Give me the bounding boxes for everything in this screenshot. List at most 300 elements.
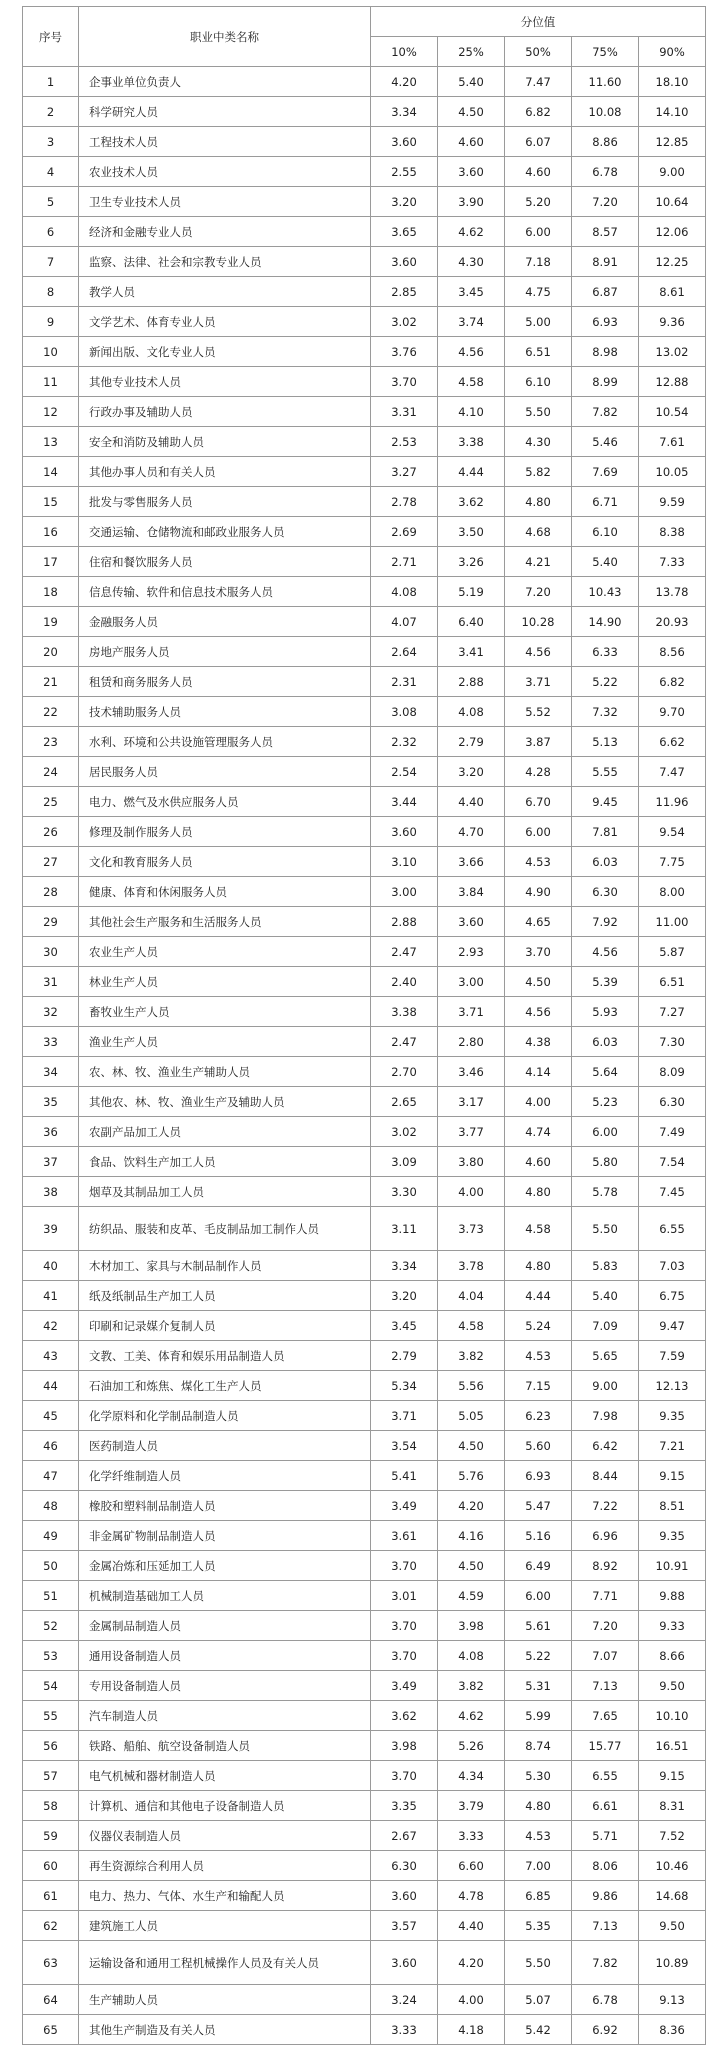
value-p25: 3.41 bbox=[438, 637, 505, 667]
value-p25: 5.76 bbox=[438, 1461, 505, 1491]
row-number: 22 bbox=[23, 697, 79, 727]
value-p75: 6.00 bbox=[572, 1117, 639, 1147]
row-number: 24 bbox=[23, 757, 79, 787]
occupation-name: 化学原料和化学制品制造人员 bbox=[79, 1401, 371, 1431]
row-number: 58 bbox=[23, 1791, 79, 1821]
table-row bbox=[23, 1911, 706, 1941]
row-number: 17 bbox=[23, 547, 79, 577]
table-row bbox=[23, 397, 706, 427]
value-p10: 5.41 bbox=[371, 1461, 438, 1491]
value-p75: 6.10 bbox=[572, 517, 639, 547]
occupation-name: 通用设备制造人员 bbox=[79, 1641, 371, 1671]
value-p75: 7.32 bbox=[572, 697, 639, 727]
table-row bbox=[23, 1641, 706, 1671]
value-p10: 3.10 bbox=[371, 847, 438, 877]
occupation-name: 住宿和餐饮服务人员 bbox=[79, 547, 371, 577]
value-p50: 6.10 bbox=[505, 367, 572, 397]
value-p25: 4.59 bbox=[438, 1581, 505, 1611]
row-number: 33 bbox=[23, 1027, 79, 1057]
occupation-name: 交通运输、仓储物流和邮政业服务人员 bbox=[79, 517, 371, 547]
occupation-name: 企事业单位负责人 bbox=[79, 67, 371, 97]
value-p50: 6.93 bbox=[505, 1461, 572, 1491]
value-p50: 6.85 bbox=[505, 1881, 572, 1911]
table-row bbox=[23, 127, 706, 157]
value-p75: 5.13 bbox=[572, 727, 639, 757]
row-number: 46 bbox=[23, 1431, 79, 1461]
value-p75: 8.06 bbox=[572, 1851, 639, 1881]
value-p10: 3.60 bbox=[371, 247, 438, 277]
value-p50: 4.38 bbox=[505, 1027, 572, 1057]
value-p10: 2.47 bbox=[371, 937, 438, 967]
value-p10: 2.88 bbox=[371, 907, 438, 937]
value-p50: 5.42 bbox=[505, 2015, 572, 2045]
table-row bbox=[23, 997, 706, 1027]
row-number: 30 bbox=[23, 937, 79, 967]
table-row bbox=[23, 247, 706, 277]
value-p10: 3.00 bbox=[371, 877, 438, 907]
row-number: 49 bbox=[23, 1521, 79, 1551]
table-row bbox=[23, 727, 706, 757]
value-p75: 8.92 bbox=[572, 1551, 639, 1581]
value-p75: 14.90 bbox=[572, 607, 639, 637]
occupation-name: 橡胶和塑料制品制造人员 bbox=[79, 1491, 371, 1521]
value-p25: 2.93 bbox=[438, 937, 505, 967]
table-row bbox=[23, 577, 706, 607]
value-p10: 3.02 bbox=[371, 307, 438, 337]
value-p90: 7.75 bbox=[639, 847, 706, 877]
table-row bbox=[23, 277, 706, 307]
occupation-name: 教学人员 bbox=[79, 277, 371, 307]
value-p10: 2.64 bbox=[371, 637, 438, 667]
value-p25: 3.98 bbox=[438, 1611, 505, 1641]
row-number: 56 bbox=[23, 1731, 79, 1761]
occupation-name: 医药制造人员 bbox=[79, 1431, 371, 1461]
value-p75: 5.40 bbox=[572, 547, 639, 577]
value-p10: 3.70 bbox=[371, 1641, 438, 1671]
occupation-name: 其他办事人员和有关人员 bbox=[79, 457, 371, 487]
value-p90: 12.06 bbox=[639, 217, 706, 247]
occupation-name: 修理及制作服务人员 bbox=[79, 817, 371, 847]
table-row bbox=[23, 457, 706, 487]
row-number: 31 bbox=[23, 967, 79, 997]
value-p90: 9.50 bbox=[639, 1671, 706, 1701]
value-p75: 5.93 bbox=[572, 997, 639, 1027]
value-p25: 4.30 bbox=[438, 247, 505, 277]
value-p75: 10.43 bbox=[572, 577, 639, 607]
value-p10: 3.44 bbox=[371, 787, 438, 817]
table-row bbox=[23, 187, 706, 217]
table-row bbox=[23, 637, 706, 667]
value-p90: 16.51 bbox=[639, 1731, 706, 1761]
occupation-name: 行政办事及辅助人员 bbox=[79, 397, 371, 427]
value-p10: 6.30 bbox=[371, 1851, 438, 1881]
value-p10: 3.01 bbox=[371, 1581, 438, 1611]
table-row bbox=[23, 1851, 706, 1881]
value-p10: 3.60 bbox=[371, 127, 438, 157]
value-p90: 8.56 bbox=[639, 637, 706, 667]
occupation-name: 监察、法律、社会和宗教专业人员 bbox=[79, 247, 371, 277]
value-p50: 4.50 bbox=[505, 967, 572, 997]
value-p75: 8.86 bbox=[572, 127, 639, 157]
value-p50: 6.70 bbox=[505, 787, 572, 817]
value-p25: 4.50 bbox=[438, 97, 505, 127]
value-p75: 6.71 bbox=[572, 487, 639, 517]
value-p75: 6.87 bbox=[572, 277, 639, 307]
value-p90: 13.02 bbox=[639, 337, 706, 367]
table-row bbox=[23, 1521, 706, 1551]
value-p90: 7.54 bbox=[639, 1147, 706, 1177]
occupation-name: 水利、环境和公共设施管理服务人员 bbox=[79, 727, 371, 757]
value-p50: 4.56 bbox=[505, 637, 572, 667]
row-number: 18 bbox=[23, 577, 79, 607]
table-row bbox=[23, 547, 706, 577]
value-p10: 3.70 bbox=[371, 1611, 438, 1641]
value-p25: 3.17 bbox=[438, 1087, 505, 1117]
value-p50: 4.21 bbox=[505, 547, 572, 577]
value-p10: 3.70 bbox=[371, 1551, 438, 1581]
value-p75: 7.69 bbox=[572, 457, 639, 487]
table-row bbox=[23, 1147, 706, 1177]
row-number: 32 bbox=[23, 997, 79, 1027]
occupation-name: 石油加工和炼焦、煤化工生产人员 bbox=[79, 1371, 371, 1401]
value-p75: 7.13 bbox=[572, 1911, 639, 1941]
value-p10: 3.61 bbox=[371, 1521, 438, 1551]
value-p50: 4.00 bbox=[505, 1087, 572, 1117]
value-p50: 5.22 bbox=[505, 1641, 572, 1671]
row-number: 13 bbox=[23, 427, 79, 457]
row-number: 15 bbox=[23, 487, 79, 517]
table-row bbox=[23, 937, 706, 967]
value-p75: 5.78 bbox=[572, 1177, 639, 1207]
value-p75: 5.22 bbox=[572, 667, 639, 697]
value-p10: 3.62 bbox=[371, 1701, 438, 1731]
value-p25: 3.45 bbox=[438, 277, 505, 307]
value-p10: 4.07 bbox=[371, 607, 438, 637]
value-p90: 9.88 bbox=[639, 1581, 706, 1611]
table-body bbox=[23, 67, 706, 2045]
table-row bbox=[23, 1701, 706, 1731]
table-row bbox=[23, 1551, 706, 1581]
value-p90: 6.55 bbox=[639, 1207, 706, 1251]
table-row bbox=[23, 1431, 706, 1461]
row-number: 60 bbox=[23, 1851, 79, 1881]
value-p50: 4.28 bbox=[505, 757, 572, 787]
value-p25: 4.34 bbox=[438, 1761, 505, 1791]
table-row bbox=[23, 817, 706, 847]
occupation-name: 化学纤维制造人员 bbox=[79, 1461, 371, 1491]
table-row bbox=[23, 427, 706, 457]
value-p90: 12.85 bbox=[639, 127, 706, 157]
value-p90: 8.61 bbox=[639, 277, 706, 307]
value-p90: 7.47 bbox=[639, 757, 706, 787]
row-number: 51 bbox=[23, 1581, 79, 1611]
value-p75: 7.20 bbox=[572, 187, 639, 217]
occupation-name: 其他农、林、牧、渔业生产及辅助人员 bbox=[79, 1087, 371, 1117]
value-p50: 6.51 bbox=[505, 337, 572, 367]
table-row bbox=[23, 907, 706, 937]
value-p75: 6.61 bbox=[572, 1791, 639, 1821]
value-p25: 2.88 bbox=[438, 667, 505, 697]
value-p90: 6.30 bbox=[639, 1087, 706, 1117]
value-p90: 7.27 bbox=[639, 997, 706, 1027]
value-p90: 10.89 bbox=[639, 1941, 706, 1985]
occupation-name: 生产辅助人员 bbox=[79, 1985, 371, 2015]
table-row bbox=[23, 1371, 706, 1401]
value-p25: 6.60 bbox=[438, 1851, 505, 1881]
value-p75: 6.78 bbox=[572, 157, 639, 187]
table-row bbox=[23, 1281, 706, 1311]
value-p75: 6.93 bbox=[572, 307, 639, 337]
value-p10: 3.09 bbox=[371, 1147, 438, 1177]
value-p50: 4.80 bbox=[505, 1177, 572, 1207]
value-p10: 3.24 bbox=[371, 1985, 438, 2015]
value-p10: 2.47 bbox=[371, 1027, 438, 1057]
value-p10: 3.70 bbox=[371, 367, 438, 397]
value-p50: 5.31 bbox=[505, 1671, 572, 1701]
value-p50: 5.24 bbox=[505, 1311, 572, 1341]
value-p90: 12.25 bbox=[639, 247, 706, 277]
value-p75: 10.08 bbox=[572, 97, 639, 127]
row-number: 4 bbox=[23, 157, 79, 187]
table-row bbox=[23, 1881, 706, 1911]
value-p75: 6.78 bbox=[572, 1985, 639, 2015]
value-p10: 5.34 bbox=[371, 1371, 438, 1401]
value-p50: 4.74 bbox=[505, 1117, 572, 1147]
value-p90: 8.09 bbox=[639, 1057, 706, 1087]
table-row bbox=[23, 157, 706, 187]
value-p25: 4.40 bbox=[438, 787, 505, 817]
row-number: 50 bbox=[23, 1551, 79, 1581]
value-p25: 4.60 bbox=[438, 127, 505, 157]
occupation-name: 运输设备和通用工程机械操作人员及有关人员 bbox=[79, 1941, 371, 1985]
value-p90: 8.36 bbox=[639, 2015, 706, 2045]
row-number: 37 bbox=[23, 1147, 79, 1177]
value-p50: 4.56 bbox=[505, 997, 572, 1027]
table-row bbox=[23, 757, 706, 787]
value-p50: 3.71 bbox=[505, 667, 572, 697]
value-p10: 3.34 bbox=[371, 97, 438, 127]
occupation-name: 电力、燃气及水供应服务人员 bbox=[79, 787, 371, 817]
table-row bbox=[23, 1311, 706, 1341]
row-number: 28 bbox=[23, 877, 79, 907]
value-p10: 3.71 bbox=[371, 1401, 438, 1431]
value-p10: 2.79 bbox=[371, 1341, 438, 1371]
value-p90: 9.50 bbox=[639, 1911, 706, 1941]
value-p25: 5.56 bbox=[438, 1371, 505, 1401]
value-p25: 3.66 bbox=[438, 847, 505, 877]
value-p75: 6.42 bbox=[572, 1431, 639, 1461]
value-p10: 2.70 bbox=[371, 1057, 438, 1087]
value-p90: 12.88 bbox=[639, 367, 706, 397]
row-number: 36 bbox=[23, 1117, 79, 1147]
occupation-name: 农业生产人员 bbox=[79, 937, 371, 967]
value-p25: 4.00 bbox=[438, 1177, 505, 1207]
occupation-name: 汽车制造人员 bbox=[79, 1701, 371, 1731]
value-p10: 3.08 bbox=[371, 697, 438, 727]
value-p10: 3.30 bbox=[371, 1177, 438, 1207]
value-p50: 4.53 bbox=[505, 1341, 572, 1371]
row-number: 61 bbox=[23, 1881, 79, 1911]
value-p10: 3.65 bbox=[371, 217, 438, 247]
value-p75: 6.92 bbox=[572, 2015, 639, 2045]
header-percentile-group: 分位值 bbox=[371, 7, 706, 37]
value-p90: 10.46 bbox=[639, 1851, 706, 1881]
table-row bbox=[23, 1941, 706, 1985]
row-number: 2 bbox=[23, 97, 79, 127]
table-row bbox=[23, 1057, 706, 1087]
value-p25: 4.00 bbox=[438, 1985, 505, 2015]
value-p10: 3.60 bbox=[371, 1881, 438, 1911]
value-p25: 3.82 bbox=[438, 1341, 505, 1371]
value-p10: 2.31 bbox=[371, 667, 438, 697]
value-p50: 7.15 bbox=[505, 1371, 572, 1401]
occupation-name: 电力、热力、气体、水生产和输配人员 bbox=[79, 1881, 371, 1911]
value-p25: 4.50 bbox=[438, 1551, 505, 1581]
occupation-name: 其他生产制造及有关人员 bbox=[79, 2015, 371, 2045]
value-p90: 7.45 bbox=[639, 1177, 706, 1207]
value-p25: 4.44 bbox=[438, 457, 505, 487]
table-row bbox=[23, 607, 706, 637]
value-p90: 9.13 bbox=[639, 1985, 706, 2015]
value-p75: 6.03 bbox=[572, 1027, 639, 1057]
row-number: 19 bbox=[23, 607, 79, 637]
value-p25: 5.40 bbox=[438, 67, 505, 97]
value-p25: 3.77 bbox=[438, 1117, 505, 1147]
value-p90: 9.35 bbox=[639, 1401, 706, 1431]
value-p90: 10.10 bbox=[639, 1701, 706, 1731]
value-p10: 3.98 bbox=[371, 1731, 438, 1761]
row-number: 27 bbox=[23, 847, 79, 877]
row-number: 43 bbox=[23, 1341, 79, 1371]
row-number: 7 bbox=[23, 247, 79, 277]
value-p10: 3.31 bbox=[371, 397, 438, 427]
row-number: 9 bbox=[23, 307, 79, 337]
value-p10: 2.69 bbox=[371, 517, 438, 547]
table-row bbox=[23, 847, 706, 877]
occupation-name: 畜牧业生产人员 bbox=[79, 997, 371, 1027]
value-p25: 4.08 bbox=[438, 697, 505, 727]
row-number: 1 bbox=[23, 67, 79, 97]
value-p90: 9.59 bbox=[639, 487, 706, 517]
value-p25: 4.10 bbox=[438, 397, 505, 427]
value-p25: 3.90 bbox=[438, 187, 505, 217]
value-p50: 5.61 bbox=[505, 1611, 572, 1641]
row-number: 44 bbox=[23, 1371, 79, 1401]
value-p75: 5.50 bbox=[572, 1207, 639, 1251]
table-row bbox=[23, 1207, 706, 1251]
row-number: 8 bbox=[23, 277, 79, 307]
value-p10: 4.20 bbox=[371, 67, 438, 97]
value-p75: 7.71 bbox=[572, 1581, 639, 1611]
value-p90: 9.00 bbox=[639, 157, 706, 187]
table-row bbox=[23, 2015, 706, 2045]
row-number: 62 bbox=[23, 1911, 79, 1941]
value-p90: 10.05 bbox=[639, 457, 706, 487]
table-row bbox=[23, 1341, 706, 1371]
row-number: 42 bbox=[23, 1311, 79, 1341]
table-row bbox=[23, 487, 706, 517]
occupation-name: 农副产品加工人员 bbox=[79, 1117, 371, 1147]
value-p90: 20.93 bbox=[639, 607, 706, 637]
value-p10: 2.32 bbox=[371, 727, 438, 757]
value-p75: 9.45 bbox=[572, 787, 639, 817]
value-p25: 4.56 bbox=[438, 337, 505, 367]
table-row bbox=[23, 787, 706, 817]
value-p75: 5.65 bbox=[572, 1341, 639, 1371]
value-p25: 4.62 bbox=[438, 1701, 505, 1731]
value-p50: 3.87 bbox=[505, 727, 572, 757]
value-p10: 2.67 bbox=[371, 1821, 438, 1851]
table-row bbox=[23, 1731, 706, 1761]
occupation-name: 建筑施工人员 bbox=[79, 1911, 371, 1941]
value-p25: 3.60 bbox=[438, 907, 505, 937]
value-p25: 3.80 bbox=[438, 1147, 505, 1177]
value-p90: 7.33 bbox=[639, 547, 706, 577]
value-p25: 3.82 bbox=[438, 1671, 505, 1701]
occupation-name: 金属制品制造人员 bbox=[79, 1611, 371, 1641]
value-p25: 3.78 bbox=[438, 1251, 505, 1281]
value-p75: 7.65 bbox=[572, 1701, 639, 1731]
value-p75: 15.77 bbox=[572, 1731, 639, 1761]
value-p75: 5.64 bbox=[572, 1057, 639, 1087]
row-number: 16 bbox=[23, 517, 79, 547]
occupation-name: 健康、体育和休闲服务人员 bbox=[79, 877, 371, 907]
value-p75: 7.20 bbox=[572, 1611, 639, 1641]
value-p50: 6.23 bbox=[505, 1401, 572, 1431]
occupation-name: 科学研究人员 bbox=[79, 97, 371, 127]
occupation-name: 机械制造基础加工人员 bbox=[79, 1581, 371, 1611]
value-p25: 4.58 bbox=[438, 367, 505, 397]
row-number: 25 bbox=[23, 787, 79, 817]
value-p90: 18.10 bbox=[639, 67, 706, 97]
table-row bbox=[23, 1611, 706, 1641]
row-number: 65 bbox=[23, 2015, 79, 2045]
value-p10: 3.02 bbox=[371, 1117, 438, 1147]
value-p25: 3.84 bbox=[438, 877, 505, 907]
row-number: 39 bbox=[23, 1207, 79, 1251]
value-p50: 4.80 bbox=[505, 1791, 572, 1821]
value-p10: 3.35 bbox=[371, 1791, 438, 1821]
value-p10: 2.71 bbox=[371, 547, 438, 577]
value-p25: 3.71 bbox=[438, 997, 505, 1027]
value-p25: 5.05 bbox=[438, 1401, 505, 1431]
value-p90: 5.87 bbox=[639, 937, 706, 967]
value-p50: 6.49 bbox=[505, 1551, 572, 1581]
header-p90: 90% bbox=[639, 37, 706, 67]
value-p90: 12.13 bbox=[639, 1371, 706, 1401]
value-p90: 8.51 bbox=[639, 1491, 706, 1521]
table-row bbox=[23, 1821, 706, 1851]
occupation-name: 专用设备制造人员 bbox=[79, 1671, 371, 1701]
header-no: 序号 bbox=[23, 7, 79, 67]
value-p75: 8.98 bbox=[572, 337, 639, 367]
value-p75: 5.71 bbox=[572, 1821, 639, 1851]
value-p10: 3.57 bbox=[371, 1911, 438, 1941]
row-number: 57 bbox=[23, 1761, 79, 1791]
value-p75: 7.98 bbox=[572, 1401, 639, 1431]
value-p25: 3.62 bbox=[438, 487, 505, 517]
value-p75: 4.56 bbox=[572, 937, 639, 967]
value-p50: 6.00 bbox=[505, 1581, 572, 1611]
value-p50: 4.58 bbox=[505, 1207, 572, 1251]
header-p25: 25% bbox=[438, 37, 505, 67]
value-p50: 4.53 bbox=[505, 1821, 572, 1851]
table-row bbox=[23, 1461, 706, 1491]
value-p90: 9.54 bbox=[639, 817, 706, 847]
value-p25: 4.16 bbox=[438, 1521, 505, 1551]
value-p10: 3.60 bbox=[371, 817, 438, 847]
row-number: 48 bbox=[23, 1491, 79, 1521]
